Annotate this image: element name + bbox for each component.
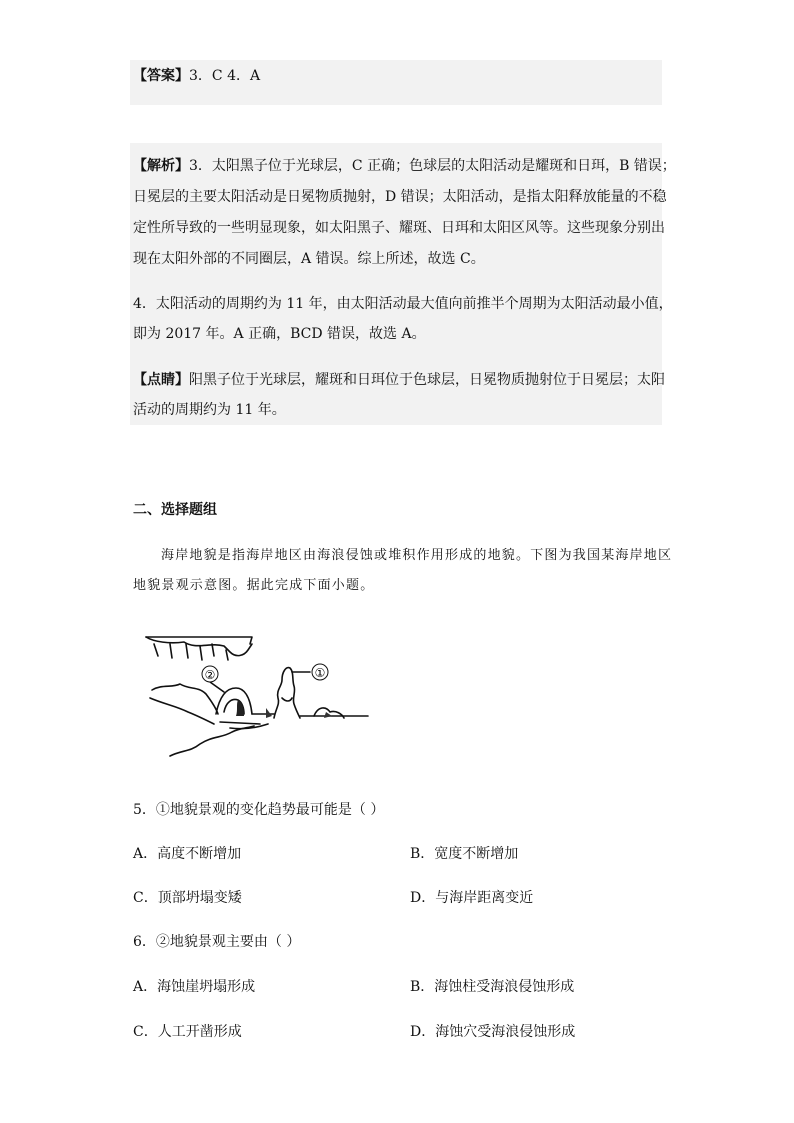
- analysis-line-4: 现在太阳外部的不同圈层，A 错误。综上所述，故选 C。: [133, 251, 485, 267]
- point-line-1: [133, 370, 665, 390]
- answer-line: [133, 66, 260, 86]
- analysis-line-3: 定性所导致的一些明显现象，如太阳黑子、耀斑、日珥和太阳区风等。这些现象分别出: [133, 220, 665, 236]
- q5-stem: 5．①地貌景观的变化趋势最可能是（ ）: [133, 802, 385, 818]
- coastal-landform-figure: [140, 628, 375, 763]
- cliff-slope: [152, 684, 218, 714]
- intro-line-2: 地貌景观示意图。据此完成下面小题。: [133, 578, 375, 593]
- q6-option-a[interactable]: A．海蚀崖坍塌形成: [133, 979, 256, 995]
- label-two: ②: [204, 668, 216, 682]
- point-line-2: 活动的周期约为 11 年。: [133, 402, 286, 418]
- label-one: ①: [314, 666, 326, 680]
- point-label: 【点睛】: [133, 372, 189, 388]
- cliff-top-line: [146, 637, 252, 644]
- arch-shadow: [236, 700, 244, 716]
- analysis-line-2: 日冕层的主要太阳活动是日冕物质抛射，D 错误；太阳活动，是指太阳释放能量的不稳: [133, 189, 667, 205]
- q5-option-a[interactable]: A．高度不断增加: [133, 846, 242, 862]
- point-text-1: 阳黑子位于光球层，耀斑和日珥位于色球层，日冕物质抛射位于日冕层；太阳: [189, 372, 665, 388]
- analysis-line-1: [133, 156, 676, 176]
- q6-option-b[interactable]: B．海蚀柱受海浪侵蚀形成: [410, 979, 575, 995]
- lower-shore: [170, 726, 254, 756]
- section-title: 二、选择题组: [133, 502, 217, 518]
- q5-option-d[interactable]: D．与海岸距离变近: [410, 890, 534, 906]
- answer-label: 【答案】: [133, 68, 189, 84]
- sea-stack: [274, 668, 300, 718]
- q6-stem: 6．②地貌景观主要由（ ）: [133, 934, 301, 950]
- cliff-face: [146, 637, 252, 656]
- q6-option-c[interactable]: C．人工开凿形成: [133, 1024, 242, 1040]
- analysis-label: 【解析】: [133, 158, 189, 174]
- answer-text: 3．C 4．A: [189, 68, 261, 84]
- q5-option-b[interactable]: B．宽度不断增加: [410, 846, 519, 862]
- sea-arch: [216, 688, 252, 714]
- q5-option-c[interactable]: C．顶部坍塌变矮: [133, 890, 242, 906]
- q6-option-d[interactable]: D．海蚀穴受海浪侵蚀形成: [410, 1024, 576, 1040]
- leader-line-2: [210, 682, 224, 692]
- intro-line-1: 海岸地貌是指海岸地区由海浪侵蚀或堆积作用形成的地貌。下图为我国某海岸地区: [161, 548, 673, 563]
- analysis-q4-line-1: 4．太阳活动的周期约为 11 年，由太阳活动最大值向前推半个周期为太阳活动最小值，: [133, 296, 673, 312]
- analysis-text-1: 3．太阳黑子位于光球层，C 正确；色球层的太阳活动是耀斑和日珥，B 错误；: [189, 158, 676, 174]
- analysis-q4-line-2: 即为 2017 年。A 正确，BCD 错误，故选 A。: [133, 326, 426, 342]
